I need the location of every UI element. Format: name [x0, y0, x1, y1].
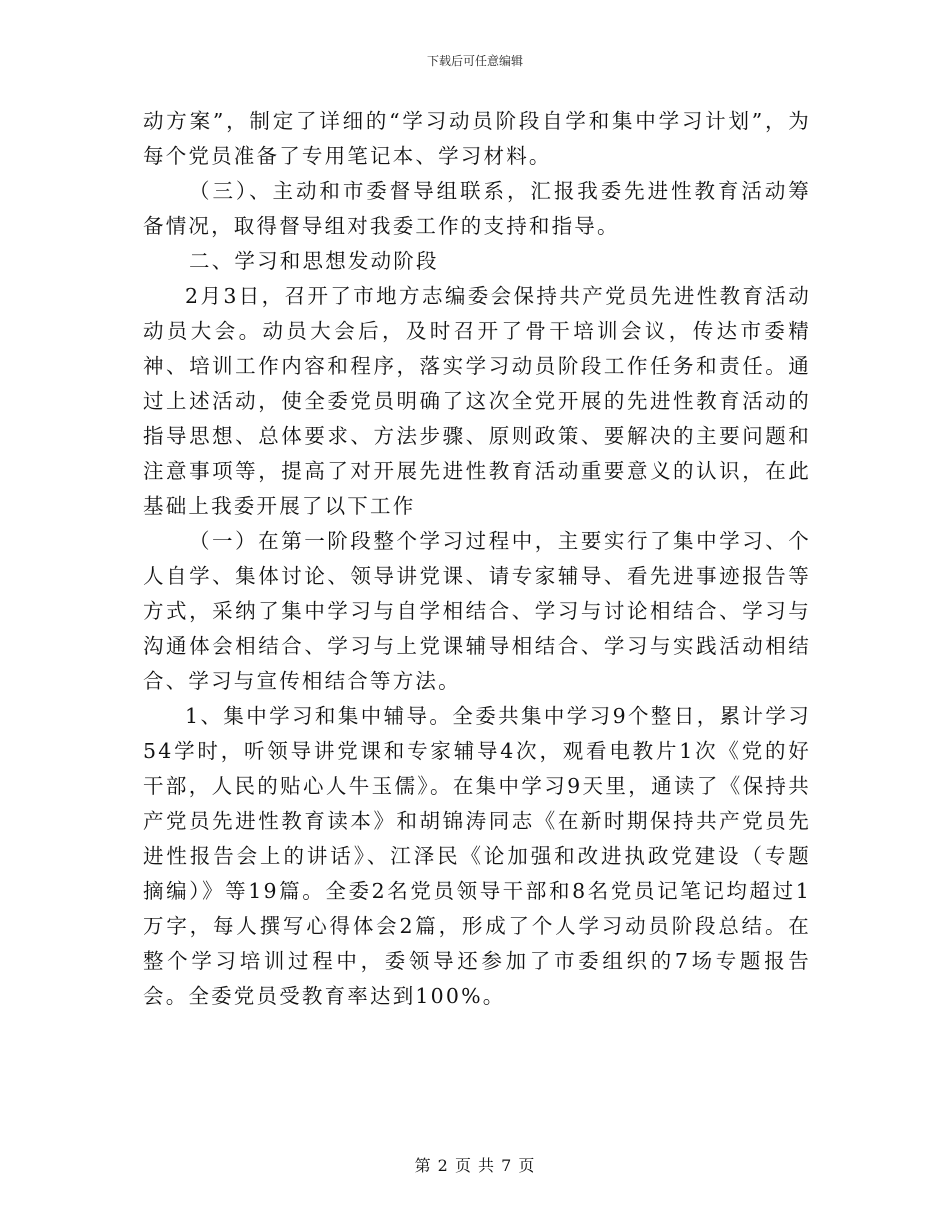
document-body	[143, 104, 811, 1014]
section-heading-two: 二、学习和思想发动阶段	[189, 249, 439, 273]
paragraph-continuation: 动方案”，制定了详细的“学习动员阶段自学和集中学习计划”，为每个党员准备了专用笔记本、学习材料。	[143, 109, 811, 168]
page-header: 下载后可任意编辑	[426, 54, 523, 68]
paragraph-centralized-study: 1、集中学习和集中辅导。全委共集中学习9个整日，累计学习54学时，听领导讲党课和专家辅导4次，观看电教片1次《党的好干部，人民的贴心人牛玉儒》。在集中学习9天里，通读了《保持共产党员先进性教育读本》和胡锦涛同志《在新时期保持共产党员先进性报告会上的讲话》、江泽民《论加强和改进执政党建设（专题摘编）》等19篇。全委2名党员领导干部和8名党员记笔记均超过1万字，每人撰写心得体会2篇，形成了个人学习动员阶段总结。在整个学习培训过程中，委领导还参加了市委组织的7场专题报告会。全委党员受教育率达到100%。	[143, 704, 811, 1008]
paragraph-mobilization-meeting: 2月3日，召开了市地方志编委会保持共产党员先进性教育活动动员大会。动员大会后，及时召开了骨干培训会议，传达市委精神、培训工作内容和程序，落实学习动员阶段工作任务和责任。通过上述活动，使全委党员明确了这次全党开展的先进性教育活动的指导思想、总体要求、方法步骤、原则政策、要解决的主要问题和注意事项等，提高了对开展先进性教育活动重要意义的认识，在此基础上我委开展了以下工作	[143, 284, 811, 518]
paragraph-item-three: （三）、主动和市委督导组联系，汇报我委先进性教育活动筹备情况，取得督导组对我委工作的支持和指导。	[143, 179, 811, 238]
page-number: 第 2 页 共 7 页	[414, 1156, 536, 1175]
paragraph-item-one: （一）在第一阶段整个学习过程中，主要实行了集中学习、个人自学、集体讨论、领导讲党课、请专家辅导、看先进事迹报告等方式，采纳了集中学习与自学相结合、学习与讨论相结合、学习与沟通体会相结合、学习与上党课辅导相结合、学习与实践活动相结合、学习与宣传相结合等方法。	[143, 529, 811, 693]
